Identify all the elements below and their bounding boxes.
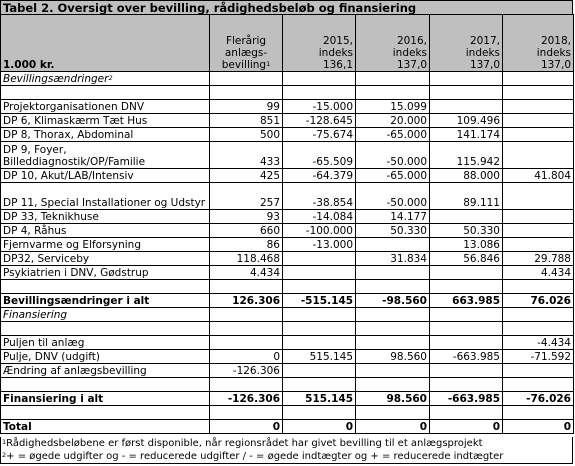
cell-y2018: [503, 238, 574, 252]
cell-y2017: [430, 378, 503, 392]
cell-y2016: -50.000: [356, 142, 430, 169]
table-row: [1, 266, 574, 280]
cell-y2018: [503, 378, 574, 392]
cell-flerarig: 118.468: [210, 252, 283, 266]
unit-label: 1.000 kr.: [1, 15, 210, 72]
row-label: [1, 406, 210, 420]
cell-y2017: [430, 322, 503, 336]
header-flerarig-line1: Flerårig: [225, 35, 267, 47]
cell-flerarig: 0: [210, 420, 283, 434]
row-label: [1, 322, 210, 336]
cell-y2018: [503, 308, 574, 322]
table-row: [1, 210, 574, 224]
cell-y2017: [430, 266, 503, 280]
cell-flerarig: [210, 86, 283, 100]
row-label: DP 9, Foyer, Billeddiagnostik/OP/Familie: [1, 142, 210, 169]
cell-y2016: -65.000: [356, 128, 430, 142]
cell-y2018: 41.804: [503, 169, 574, 183]
cell-y2018: [503, 86, 574, 100]
header-flerarig-line3: bevilling$^1$: [221, 59, 271, 71]
table-row: [1, 183, 574, 210]
cell-y2016: [356, 406, 430, 420]
cell-flerarig: 93: [210, 210, 283, 224]
cell-flerarig: 0: [210, 350, 283, 364]
footnote-2: $^2$+ = øgede udgifter og - = reducerede udgifter / - = øgede indtægter og + = reducerede indtægter: [2, 451, 504, 462]
cell-y2016: 15.099: [356, 100, 430, 114]
cell-y2017: [430, 86, 503, 100]
cell-flerarig: 257: [210, 183, 283, 210]
cell-flerarig: 500: [210, 128, 283, 142]
cell-y2017: [430, 72, 503, 86]
cell-flerarig: [210, 72, 283, 86]
cell-y2018: [503, 72, 574, 86]
cell-y2016: 31.834: [356, 252, 430, 266]
cell-flerarig: [210, 280, 283, 294]
cell-y2018: [503, 224, 574, 238]
table-row: [1, 252, 574, 266]
cell-y2017: 56.846: [430, 252, 503, 266]
cell-y2017: 88.000: [430, 169, 503, 183]
cell-y2016: [356, 86, 430, 100]
finansiering-total-row: [1, 392, 574, 406]
header-flerarig: [210, 15, 283, 72]
row-label: DP 11, Special Installationer og Udstyr: [1, 183, 210, 210]
row-label: [1, 280, 210, 294]
cell-y2017: 115.942: [430, 142, 503, 169]
cell-y2018: 29.788: [503, 252, 574, 266]
spacer-row: [1, 378, 574, 392]
row-label: DP 6, Klimaskærm Tæt Hus: [1, 114, 210, 128]
cell-y2015: [283, 280, 356, 294]
cell-y2017: [430, 364, 503, 378]
cell-y2015: [283, 266, 356, 280]
cell-y2015: 515.145: [283, 392, 356, 406]
cell-y2016: [356, 364, 430, 378]
table-title: Tabel 2. Oversigt over bevilling, rådighedsbeløb og finansiering: [0, 0, 573, 15]
cell-y2016: 20.000: [356, 114, 430, 128]
cell-flerarig: -126.306: [210, 392, 283, 406]
cell-y2016: -98.560: [356, 294, 430, 308]
cell-y2016: -50.000: [356, 183, 430, 210]
cell-y2015: [283, 406, 356, 420]
cell-y2016: 0: [356, 420, 430, 434]
cell-y2015: -14.084: [283, 210, 356, 224]
table-row: [1, 169, 574, 183]
header-year-2017: 2017, indeks 137,0: [430, 15, 503, 72]
row-label: Bevillingsændringer$^2$: [1, 72, 210, 86]
cell-y2018: -71.592: [503, 350, 574, 364]
cell-flerarig: 4.434: [210, 266, 283, 280]
table-row: [1, 238, 574, 252]
cell-y2015: [283, 336, 356, 350]
cell-y2017: -663.985: [430, 392, 503, 406]
cell-y2015: -100.000: [283, 224, 356, 238]
cell-flerarig: [210, 378, 283, 392]
cell-y2018: [503, 406, 574, 420]
cell-y2017: [430, 336, 503, 350]
row-label: Finansiering: [1, 308, 210, 322]
cell-y2018: 76.026: [503, 294, 574, 308]
table-row: [1, 128, 574, 142]
cell-y2015: -38.854: [283, 183, 356, 210]
header-year-2018: 2018, indeks 137,0: [503, 15, 574, 72]
row-label: DP 33, Teknikhuse: [1, 210, 210, 224]
row-label: Fjernvarme og Elforsyning: [1, 238, 210, 252]
cell-y2017: 89.111: [430, 183, 503, 210]
table-row: [1, 364, 574, 378]
grand-total-row: [1, 420, 574, 434]
cell-y2018: 4.434: [503, 266, 574, 280]
footnotes: [0, 437, 573, 464]
row-label: Puljen til anlæg: [1, 336, 210, 350]
cell-flerarig: [210, 406, 283, 420]
cell-flerarig: 126.306: [210, 294, 283, 308]
row-label: Bevillingsændringer i alt: [1, 294, 210, 308]
cell-y2018: -4.434: [503, 336, 574, 350]
cell-y2018: -76.026: [503, 392, 574, 406]
cell-y2016: -65.000: [356, 169, 430, 183]
cell-y2015: [283, 378, 356, 392]
cell-flerarig: 433: [210, 142, 283, 169]
cell-y2015: -75.674: [283, 128, 356, 142]
cell-y2018: [503, 142, 574, 169]
cell-flerarig: [210, 336, 283, 350]
table-row: [1, 114, 574, 128]
cell-y2016: [356, 336, 430, 350]
spacer-row: [1, 322, 574, 336]
cell-y2018: [503, 100, 574, 114]
row-label: DP 4, Råhus: [1, 224, 210, 238]
row-label: DP 8, Thorax, Abdominal: [1, 128, 210, 142]
cell-y2015: -128.645: [283, 114, 356, 128]
cell-flerarig: 99: [210, 100, 283, 114]
cell-y2018: 0: [503, 420, 574, 434]
table-row: [1, 224, 574, 238]
cell-y2016: [356, 308, 430, 322]
row-label: Total: [1, 420, 210, 434]
cell-y2018: [503, 114, 574, 128]
cell-y2015: [283, 364, 356, 378]
cell-y2016: 50.330: [356, 224, 430, 238]
cell-y2016: [356, 378, 430, 392]
row-label: [1, 86, 210, 100]
table-row: [1, 336, 574, 350]
cell-y2018: [503, 210, 574, 224]
cell-y2017: [430, 406, 503, 420]
cell-y2017: [430, 308, 503, 322]
cell-y2018: [503, 322, 574, 336]
cell-flerarig: [210, 322, 283, 336]
budget-table: [0, 14, 574, 434]
cell-y2015: -13.000: [283, 238, 356, 252]
bevilling-total-row: [1, 294, 574, 308]
cell-flerarig: [210, 308, 283, 322]
cell-y2015: 515.145: [283, 350, 356, 364]
table-row: [1, 100, 574, 114]
cell-y2016: 98.560: [356, 392, 430, 406]
cell-y2015: [283, 322, 356, 336]
header-row: [1, 15, 574, 72]
cell-y2017: [430, 100, 503, 114]
row-label: Projektorganisationen DNV: [1, 100, 210, 114]
cell-flerarig: 660: [210, 224, 283, 238]
cell-y2017: [430, 280, 503, 294]
cell-y2017: 109.496: [430, 114, 503, 128]
cell-y2016: 14.177: [356, 210, 430, 224]
cell-y2015: [283, 252, 356, 266]
row-label: [1, 378, 210, 392]
cell-y2015: -64.379: [283, 169, 356, 183]
cell-y2016: [356, 266, 430, 280]
section-bevilling: [1, 72, 574, 86]
cell-y2015: -515.145: [283, 294, 356, 308]
spacer-row: [1, 280, 574, 294]
spacer-row: [1, 86, 574, 100]
cell-y2017: 0: [430, 420, 503, 434]
row-label: Pulje, DNV (udgift): [1, 350, 210, 364]
row-label: Ændring af anlægsbevilling: [1, 364, 210, 378]
cell-y2018: [503, 183, 574, 210]
cell-y2015: [283, 72, 356, 86]
row-label: Finansiering i alt: [1, 392, 210, 406]
cell-y2017: 50.330: [430, 224, 503, 238]
cell-flerarig: 86: [210, 238, 283, 252]
row-label: DP 10, Akut/LAB/Intensiv: [1, 169, 210, 183]
cell-flerarig: -126.306: [210, 364, 283, 378]
cell-y2015: 0: [283, 420, 356, 434]
cell-y2015: -15.000: [283, 100, 356, 114]
footnote-1: $^1$Rådighedsbeløbene er først disponible, når regionsrådet har givet bevilling til et anlægsprojekt: [2, 438, 483, 449]
row-label: DP32, Serviceby: [1, 252, 210, 266]
cell-y2018: [503, 128, 574, 142]
cell-y2017: [430, 210, 503, 224]
header-year-2016: 2016, indeks 137,0: [356, 15, 430, 72]
table-row: [1, 142, 574, 169]
cell-y2016: [356, 238, 430, 252]
section-finansiering: [1, 308, 574, 322]
spacer-row: [1, 406, 574, 420]
cell-y2016: [356, 322, 430, 336]
cell-y2017: 663.985: [430, 294, 503, 308]
cell-y2017: 13.086: [430, 238, 503, 252]
cell-y2018: [503, 280, 574, 294]
cell-y2018: [503, 364, 574, 378]
header-flerarig-line2: anlægs-: [224, 47, 268, 59]
cell-y2016: 98.560: [356, 350, 430, 364]
cell-y2016: [356, 72, 430, 86]
header-year-2015: 2015, indeks 136,1: [283, 15, 356, 72]
cell-flerarig: 425: [210, 169, 283, 183]
cell-y2017: -663.985: [430, 350, 503, 364]
table-row: [1, 350, 574, 364]
cell-flerarig: 851: [210, 114, 283, 128]
cell-y2017: 141.174: [430, 128, 503, 142]
cell-y2015: -65.509: [283, 142, 356, 169]
cell-y2015: [283, 86, 356, 100]
row-label: Psykiatrien i DNV, Gødstrup: [1, 266, 210, 280]
cell-y2015: [283, 308, 356, 322]
cell-y2016: [356, 280, 430, 294]
